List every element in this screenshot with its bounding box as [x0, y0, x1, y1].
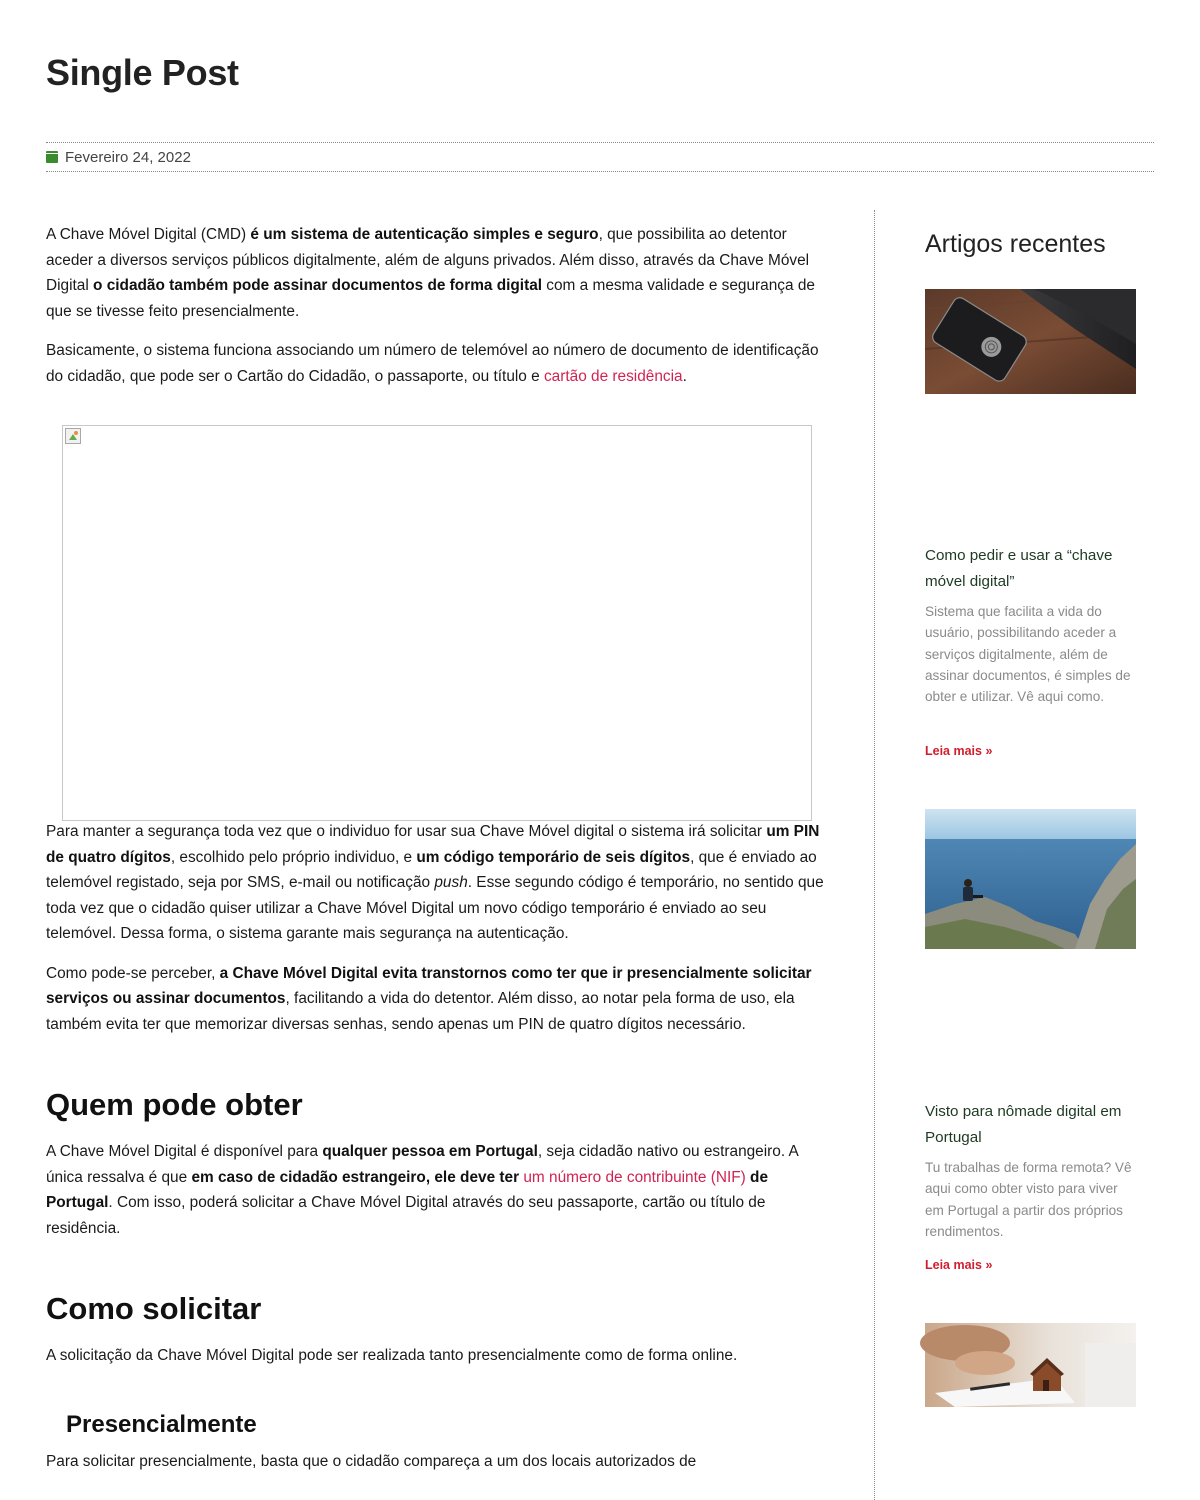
subsection-heading-in-person: Presencialmente — [66, 1410, 257, 1438]
paragraph: A Chave Móvel Digital (CMD) é um sistema de autenticação simples e seguro, que possibilita ao detentor aceder a diversos serviços públicos digitalmente, além de alguns privados. Além disso, através da Chave Móvel Digital o cidadão também pode assinar documentos de forma digital com a mesma validade e segurança de que se tivesse feito presencialmente. — [46, 226, 815, 320]
section-heading-how-to-request: Como solicitar — [46, 1291, 262, 1326]
post-thumbnail-chave-movel[interactable] — [925, 289, 1136, 394]
post-thumbnail-digital-nomad[interactable] — [925, 809, 1136, 949]
broken-image-icon — [65, 428, 81, 444]
recent-post-excerpt-2: Tu trabalhas de forma remota? Vê aqui como obter visto para viver em Portugal a partir dos próprios rendimentos. — [925, 1160, 1132, 1239]
article-content — [46, 222, 830, 1470]
paragraph: A Chave Móvel Digital é disponível para qualquer pessoa em Portugal, seja cidadão nativo ou estrangeiro. A única ressalva é que em caso de cidadão estrangeiro, ele deve ter um número de contribuinte (NIF) de Portugal. Com isso, poderá solicitar a Chave Móvel Digital através do seu passaporte, cartão ou título de residência. — [46, 1143, 798, 1237]
sidebar-title: Artigos recentes — [925, 230, 1106, 258]
recent-post-excerpt-1: Sistema que facilita a vida do usuário, possibilitando aceder a serviços digitalmente, além de assinar documentos, é simples de obter e utilizar. Vê aqui como. — [925, 604, 1131, 705]
paragraph: A solicitação da Chave Móvel Digital pode ser realizada tanto presencialmente como de forma online. — [46, 1347, 738, 1364]
paragraph: Basicamente, o sistema funciona associando um número de telemóvel ao número de documento de identificação do cidadão, que pode ser o Cartão do Cidadão, o passaporte, ou título e cartão de residência. — [46, 342, 819, 385]
read-more-link-1[interactable]: Leia mais » — [925, 744, 993, 758]
content-divider — [874, 210, 875, 1500]
recent-post-title-1[interactable]: Como pedir e usar a “chave móvel digital” — [925, 547, 1113, 590]
recent-post-title-2[interactable]: Visto para nômade digital em Portugal — [925, 1103, 1122, 1146]
nif-link[interactable]: um número de contribuinte (NIF) — [523, 1168, 746, 1186]
residence-card-link[interactable]: cartão de residência — [543, 367, 683, 385]
sidebar — [925, 226, 1137, 262]
section-heading-who-can-obtain: Quem pode obter — [46, 1087, 303, 1122]
paragraph-cut: Para solicitar presencialmente, basta que o cidadão compareça a um dos locais autorizados de — [46, 1452, 697, 1470]
page-title: Single Post — [46, 52, 239, 93]
post-thumbnail-house[interactable] — [925, 1323, 1136, 1407]
paragraph: Como pode-se perceber, a Chave Móvel Digital evita transtornos como ter que ir presencialmente solicitar serviços ou assinar documentos, facilitando a vida do detentor. Além disso, ao notar pela forma de uso, ela também evita ter que memorizar diversas senhas, sendo apenas um PIN de quatro dígitos necessário. — [46, 964, 812, 1033]
calendar-icon — [46, 151, 58, 163]
read-more-link-2[interactable]: Leia mais » — [925, 1258, 993, 1272]
paragraph: Para manter a segurança toda vez que o individuo for usar sua Chave Móvel digital o sistema irá solicitar um PIN de quatro dígitos, escolhido pelo próprio individuo, e um código temporário de seis dígitos, que é enviado ao telemóvel registado, seja por SMS, e-mail ou notificação push. Esse segundo código é temporário, no sentido que toda vez que o cidadão quiser utilizar a Chave Móvel Digital um novo código temporário é enviado ao seu telemóvel. Dessa forma, o sistema garante mais segurança na autenticação. — [46, 823, 824, 942]
article-image-placeholder — [62, 425, 812, 821]
post-date: Fevereiro 24, 2022 — [65, 148, 191, 166]
post-meta — [46, 142, 1154, 172]
